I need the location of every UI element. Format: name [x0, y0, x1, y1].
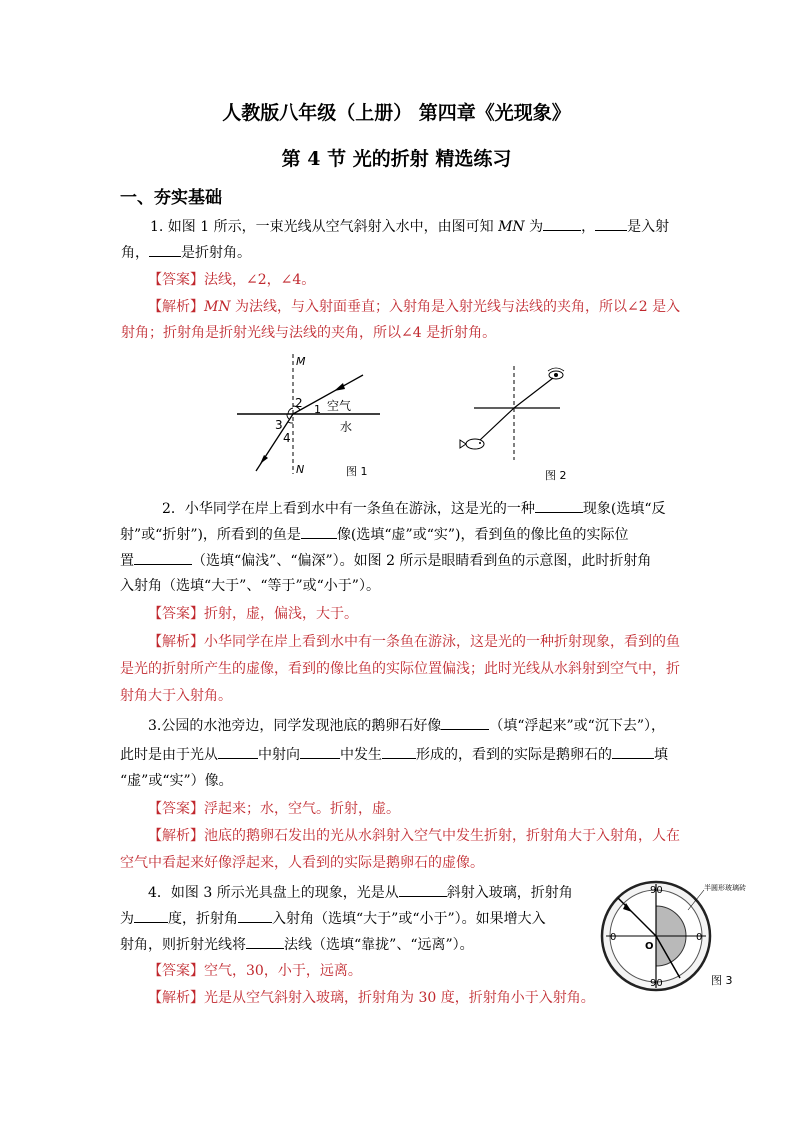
answer-tag: 【答案】 — [148, 801, 204, 817]
q2-line-3 — [120, 550, 651, 571]
q3-text: 此时是由于光从 — [120, 747, 218, 763]
q2-text: 射”或“折射”)，所看到的鱼是 — [120, 527, 301, 543]
answer-tag: 【答案】 — [148, 606, 204, 622]
angle-arc — [288, 408, 293, 414]
angle-label-3: 3 — [275, 418, 283, 432]
angle-label-2: 2 — [295, 396, 303, 410]
q2-explanation-1 — [148, 632, 680, 652]
q3-line-3: “虚”或“实”）像。 — [120, 773, 233, 789]
explanation-text: 小华同学在岸上看到水中有一条鱼在游泳，这是光的一种折射现象，看到的鱼 — [204, 634, 680, 650]
q1-explanation-2: 射角；折射角是折射光线与法线的夹角，所以∠4 是折射角。 — [121, 325, 497, 341]
explanation-tag: 【解析】 — [148, 990, 204, 1006]
q2-text: 像(选填“虚”或“实”)，看到鱼的像比鱼的实际位 — [336, 527, 629, 543]
q4-text: 度，折射角 — [168, 911, 238, 927]
answer-blank[interactable] — [134, 550, 192, 565]
answer-blank[interactable] — [595, 216, 627, 231]
q1-text: 是入射 — [627, 219, 670, 235]
explanation-tag: 【解析】 — [148, 634, 204, 650]
q2-text: 置 — [120, 553, 134, 569]
eye-icon — [548, 368, 564, 379]
answer-text: 折射，虚，偏浅，大于。 — [204, 606, 358, 622]
q1-text: 1. 如图 1 所示，一束光线从空气斜射入水中，由图可知 — [150, 219, 499, 235]
q2-explanation-3: 射角大于入射角。 — [120, 688, 232, 704]
arrow-icon — [334, 383, 345, 391]
glass-block-label: 半圆形玻璃砖 — [704, 884, 746, 892]
fish-icon — [460, 439, 484, 449]
answer-tag: 【答案】 — [148, 272, 204, 288]
answer-blank[interactable] — [441, 715, 489, 730]
answer-blank[interactable] — [535, 498, 583, 513]
answer-blank[interactable] — [399, 882, 447, 897]
q1-text: 角， — [121, 245, 149, 261]
answer-blank[interactable] — [238, 908, 272, 923]
q3-text: 填 — [654, 747, 668, 763]
answer-blank[interactable] — [612, 744, 654, 759]
tick-90-bottom: 90 — [650, 978, 663, 989]
q2-text: 现象(选填“反 — [582, 501, 666, 517]
explanation-mn: MN — [204, 299, 231, 315]
q1-answer — [148, 270, 315, 290]
q3-explanation-2: 空气中看起来好像浮起来，人看到的实际是鹅卵石的虚像。 — [120, 855, 484, 871]
q1-text: 是折射角。 — [181, 245, 251, 261]
figure-1-caption: 图 1 — [346, 465, 368, 478]
answer-blank[interactable] — [149, 242, 181, 257]
explanation-text: 光是从空气斜射入玻璃，折射角为 30 度，折射角小于入射角。 — [204, 990, 595, 1006]
explanation-tag: 【解析】 — [148, 828, 204, 844]
answer-blank[interactable] — [543, 216, 581, 231]
answer-blank[interactable] — [134, 908, 168, 923]
q3-answer — [148, 799, 400, 819]
answer-blank[interactable] — [246, 934, 284, 949]
section-heading: 一、夯实基础 — [120, 188, 222, 208]
tick-0-right: 0 — [696, 932, 703, 943]
label-m: M — [296, 355, 306, 368]
angle-arc — [287, 414, 289, 419]
q2-text: 2．小华同学在岸上看到水中有一条鱼在游泳，这是光的一种 — [162, 501, 535, 517]
q4-text: 入射角（选填“大于”或“小于”）。如果增大入 — [272, 911, 546, 927]
incident-ray — [480, 408, 514, 440]
answer-blank[interactable] — [382, 744, 416, 759]
figure-3 — [596, 880, 768, 996]
tick-0-left: 0 — [610, 932, 617, 943]
explanation-text: 为法线，与入射面垂直；入射角是入射光线与法线的夹角，所以∠2 是入 — [230, 299, 681, 315]
q2-answer — [148, 604, 358, 624]
answer-text: 法线，∠2，∠4。 — [204, 272, 316, 288]
q3-text: 3.公园的水池旁边，同学发现池底的鹅卵石好像 — [148, 718, 442, 734]
q1-line-1 — [150, 216, 669, 237]
q3-line-2 — [120, 744, 668, 765]
q3-text: （填“浮起来”或“沉下去”）， — [489, 718, 665, 734]
answer-text: 浮起来；水，空气。折射，虚。 — [204, 801, 400, 817]
q4-text: 法线（选填“靠拢”、“远离”）。 — [284, 937, 474, 953]
label-n: N — [296, 463, 305, 476]
q3-text: 中射向 — [258, 747, 300, 763]
figure-2 — [456, 360, 586, 484]
angle-label-1: 1 — [314, 403, 321, 416]
explanation-tag: 【解析】 — [148, 299, 204, 315]
q1-text: ， — [581, 219, 596, 235]
q2-explanation-2: 是光的折射所产生的虚像，看到的像比鱼的实际位置偏浅；此时光线从水斜射到空气中，折 — [120, 661, 680, 677]
q4-text: 斜射入玻璃，折射角 — [446, 885, 573, 901]
answer-blank[interactable] — [301, 524, 337, 539]
q3-explanation-1 — [148, 826, 680, 846]
arrow-icon — [260, 455, 268, 464]
q1-text: 为 — [524, 219, 544, 235]
q2-line-1 — [162, 498, 666, 519]
angle-arc — [288, 422, 293, 423]
q4-line-1 — [148, 882, 573, 903]
q1-explanation-1 — [148, 297, 680, 317]
answer-tag: 【答案】 — [148, 963, 204, 979]
tick-90-top: 90 — [650, 885, 663, 896]
q4-text: 射角，则折射光线将 — [120, 937, 246, 953]
figure-2-caption: 图 2 — [545, 469, 567, 482]
q2-line-2 — [120, 524, 629, 545]
figure-1 — [230, 348, 390, 484]
q3-text: 形成的，看到的实际是鹅卵石的 — [416, 747, 612, 763]
q3-text: 中发生 — [340, 747, 382, 763]
q4-text: 4．如图 3 所示光具盘上的现象，光是从 — [148, 885, 399, 901]
q4-line-3 — [120, 934, 474, 955]
answer-blank[interactable] — [300, 744, 340, 759]
q4-line-2 — [120, 908, 546, 929]
document-title: 人教版八年级（上册） 第四章《光现象》 — [222, 102, 571, 124]
q1-mn: MN — [498, 219, 525, 235]
water-label: 水 — [340, 420, 353, 434]
q3-line-1 — [148, 715, 665, 736]
explanation-text: 池底的鹅卵石发出的光从水斜射入空气中发生折射，折射角大于入射角，人在 — [204, 828, 680, 844]
answer-text: 空气，30，小于，远离。 — [204, 963, 362, 979]
figure-3-caption: 图 3 — [711, 974, 733, 987]
q4-answer — [148, 961, 362, 981]
angle-label-4: 4 — [283, 431, 291, 445]
q2-text: （选填“偏浅”、“偏深”）。如图 2 所示是眼睛看到鱼的示意图，此时折射角 — [192, 553, 652, 569]
answer-blank[interactable] — [218, 744, 258, 759]
q2-line-4: 入射角（选填“大于”、“等于”或“小于”）。 — [120, 578, 380, 594]
center-label-o: O — [645, 941, 654, 952]
document-subtitle: 第 4 节 光的折射 精选练习 — [281, 148, 512, 170]
q4-text: 为 — [120, 911, 134, 927]
refracted-ray — [514, 378, 553, 408]
q1-line-2 — [121, 242, 251, 263]
air-label: 空气 — [327, 399, 352, 413]
q4-explanation — [148, 988, 595, 1008]
